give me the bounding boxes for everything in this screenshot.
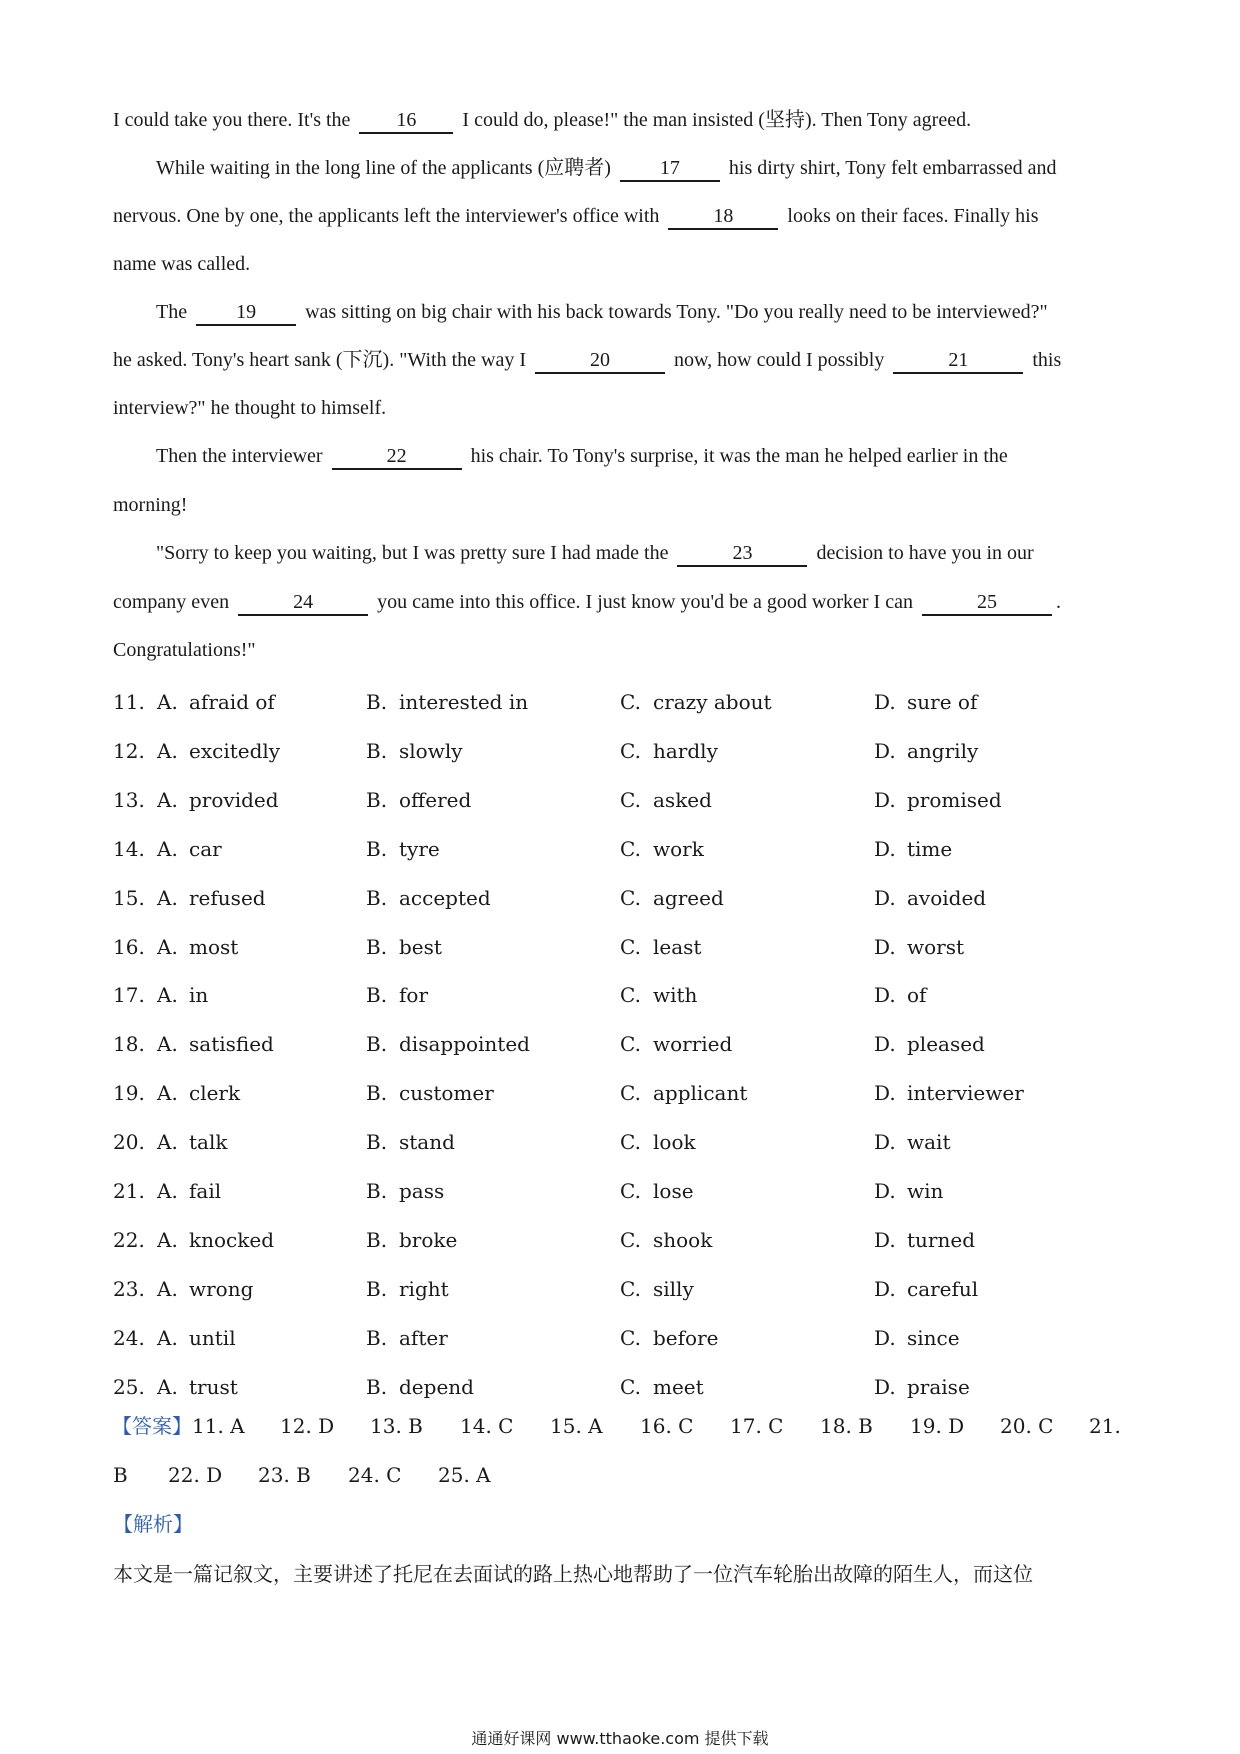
option-letter-b: B.: [366, 1228, 388, 1252]
option-c: least: [653, 935, 702, 959]
passage-line-3: [113, 201, 1133, 231]
option-c: look: [653, 1130, 696, 1154]
question-number: 13.: [113, 788, 145, 812]
option-letter-b: B.: [366, 690, 388, 714]
answer-item: 12. D: [280, 1414, 335, 1438]
option-d: pleased: [907, 1032, 985, 1056]
option-a: excitedly: [189, 739, 281, 763]
option-a: clerk: [189, 1081, 241, 1105]
answer-item: 20. C: [1000, 1414, 1054, 1438]
option-letter-b: B.: [366, 1326, 388, 1350]
option-letter-b: B.: [366, 837, 388, 861]
option-a: car: [189, 837, 222, 861]
answer-item: 22. D: [168, 1463, 223, 1487]
option-b: stand: [399, 1130, 455, 1154]
option-letter-b: B.: [366, 1081, 388, 1105]
option-b: customer: [399, 1081, 494, 1105]
option-letter-d: D.: [874, 1130, 896, 1154]
passage-text: nervous. One by one, the applicants left the interviewer's office with: [113, 205, 660, 227]
question-row: [0, 1225, 1240, 1255]
blank-22: 22: [332, 444, 462, 470]
option-letter-b: B.: [366, 1179, 388, 1203]
passage-text: looks on their faces. Finally his: [787, 205, 1039, 227]
analysis-text: 本文是一篇记叙文，主要讲述了托尼在去面试的路上热心地帮助了一位汽车轮胎出故障的陌生人，而这位: [113, 1562, 1033, 1586]
question-number: 16.: [113, 935, 145, 959]
option-d: worst: [907, 935, 965, 959]
option-b: offered: [399, 788, 472, 812]
question-number: 19.: [113, 1081, 145, 1105]
answer-item: 14. C: [460, 1414, 514, 1438]
option-b: pass: [399, 1179, 445, 1203]
option-letter-d: D.: [874, 935, 896, 959]
option-letter-d: D.: [874, 739, 896, 763]
option-a: talk: [189, 1130, 228, 1154]
option-letter-d: D.: [874, 1326, 896, 1350]
option-letter-d: D.: [874, 1179, 896, 1203]
option-letter-a: A.: [157, 1081, 178, 1105]
option-letter-b: B.: [366, 739, 388, 763]
question-row: [0, 1127, 1240, 1157]
passage-line-11: [113, 587, 1133, 617]
blank-24: 24: [238, 590, 368, 616]
passage-text: now, how could I possibly: [673, 349, 885, 371]
option-letter-d: D.: [874, 1375, 896, 1399]
option-letter-c: C.: [620, 1130, 641, 1154]
question-row: [0, 883, 1240, 913]
question-number: 14.: [113, 837, 145, 861]
option-a: provided: [189, 788, 279, 812]
option-letter-b: B.: [366, 935, 388, 959]
option-letter-c: C.: [620, 1228, 641, 1252]
option-c: with: [653, 983, 698, 1007]
passage-text: interview?" he thought to himself.: [113, 397, 387, 419]
question-number: 18.: [113, 1032, 145, 1056]
option-a: until: [189, 1326, 236, 1350]
option-a: most: [189, 935, 239, 959]
answer-item: 16. C: [640, 1414, 694, 1438]
option-a: knocked: [189, 1228, 274, 1252]
option-c: hardly: [653, 739, 718, 763]
option-letter-c: C.: [620, 983, 641, 1007]
passage-text: company even: [113, 591, 230, 613]
passage-text: .: [1055, 591, 1061, 613]
blank-21: 21: [893, 348, 1023, 374]
answer-item: 19. D: [910, 1414, 965, 1438]
option-c: meet: [653, 1375, 704, 1399]
option-d: avoided: [907, 886, 987, 910]
option-letter-c: C.: [620, 690, 641, 714]
blank-20: 20: [535, 348, 665, 374]
answer-item: 23. B: [258, 1463, 311, 1487]
passage-line-8: [156, 441, 1176, 471]
option-letter-d: D.: [874, 983, 896, 1007]
option-c: asked: [653, 788, 712, 812]
option-b: disappointed: [399, 1032, 530, 1056]
option-c: lose: [653, 1179, 694, 1203]
passage-line-12: [113, 635, 1133, 665]
option-d: interviewer: [907, 1081, 1024, 1105]
answer-item: 11. A: [192, 1414, 245, 1438]
question-number: 22.: [113, 1228, 145, 1252]
passage-text: his dirty shirt, Tony felt embarrassed and: [728, 157, 1057, 179]
option-d: careful: [907, 1277, 979, 1301]
option-b: broke: [399, 1228, 458, 1252]
option-b: right: [399, 1277, 449, 1301]
question-number: 25.: [113, 1375, 145, 1399]
option-letter-d: D.: [874, 1228, 896, 1252]
option-letter-a: A.: [157, 1179, 178, 1203]
passage-text: was sitting on big chair with his back towards Tony. "Do you really need to be interviewed?": [305, 301, 1048, 323]
option-letter-c: C.: [620, 1081, 641, 1105]
option-d: wait: [907, 1130, 951, 1154]
option-c: worried: [653, 1032, 733, 1056]
option-letter-c: C.: [620, 1179, 641, 1203]
passage-text: name was called.: [113, 253, 251, 275]
answer-item: 17. C: [730, 1414, 784, 1438]
option-b: slowly: [399, 739, 463, 763]
option-letter-c: C.: [620, 886, 641, 910]
passage-text: you came into this office. I just know you'd be a good worker I can: [377, 591, 913, 613]
option-letter-a: A.: [157, 1228, 178, 1252]
option-d: promised: [907, 788, 1002, 812]
blank-19: 19: [196, 300, 296, 326]
option-letter-b: B.: [366, 1375, 388, 1399]
option-letter-d: D.: [874, 1032, 896, 1056]
option-c: silly: [653, 1277, 694, 1301]
option-letter-a: A.: [157, 886, 178, 910]
blank-17: 17: [620, 156, 720, 182]
answer-item: 25. A: [438, 1463, 491, 1487]
question-row: [0, 1372, 1240, 1402]
option-c: before: [653, 1326, 719, 1350]
option-letter-b: B.: [366, 1032, 388, 1056]
question-row: [0, 785, 1240, 815]
question-number: 17.: [113, 983, 145, 1007]
option-a: in: [189, 983, 209, 1007]
question-row: [0, 980, 1240, 1010]
question-row: [0, 1176, 1240, 1206]
option-b: after: [399, 1326, 448, 1350]
option-letter-a: A.: [157, 1277, 178, 1301]
option-a: wrong: [189, 1277, 254, 1301]
passage-text: The: [156, 301, 188, 323]
passage-text: decision to have you in our: [816, 542, 1034, 564]
option-letter-c: C.: [620, 1326, 641, 1350]
option-letter-c: C.: [620, 1277, 641, 1301]
option-letter-c: C.: [620, 1375, 641, 1399]
question-row: [0, 834, 1240, 864]
answer-item: 15. A: [550, 1414, 603, 1438]
option-letter-a: A.: [157, 983, 178, 1007]
question-row: [0, 1078, 1240, 1108]
answer-row-2: [113, 1460, 1133, 1490]
question-row: [0, 1323, 1240, 1353]
passage-line-2: [156, 153, 1176, 183]
question-number: 12.: [113, 739, 145, 763]
option-a: refused: [189, 886, 266, 910]
option-d: time: [907, 837, 953, 861]
option-letter-d: D.: [874, 1081, 896, 1105]
option-letter-a: A.: [157, 837, 178, 861]
answer-item: B: [113, 1463, 128, 1487]
option-b: accepted: [399, 886, 491, 910]
option-letter-c: C.: [620, 739, 641, 763]
answer-item: 18. B: [820, 1414, 873, 1438]
option-a: afraid of: [189, 690, 275, 714]
option-a: satisfied: [189, 1032, 274, 1056]
option-letter-b: B.: [366, 1130, 388, 1154]
option-c: shook: [653, 1228, 713, 1252]
passage-text: Congratulations!": [113, 639, 256, 661]
passage-line-9: [113, 490, 1133, 520]
passage-text: "Sorry to keep you waiting, but I was pretty sure I had made the: [156, 542, 669, 564]
question-number: 21.: [113, 1179, 145, 1203]
option-letter-a: A.: [157, 788, 178, 812]
option-letter-d: D.: [874, 1277, 896, 1301]
option-letter-a: A.: [157, 1326, 178, 1350]
option-c: applicant: [653, 1081, 748, 1105]
question-number: 23.: [113, 1277, 145, 1301]
option-letter-a: A.: [157, 739, 178, 763]
question-number: 20.: [113, 1130, 145, 1154]
option-letter-a: A.: [157, 935, 178, 959]
option-d: since: [907, 1326, 960, 1350]
answer-item: 21.: [1089, 1414, 1121, 1438]
option-d: of: [907, 983, 927, 1007]
question-row: [0, 1274, 1240, 1304]
passage-text: this: [1032, 349, 1062, 371]
analysis-tag: 【解析】: [113, 1512, 193, 1536]
option-d: sure of: [907, 690, 978, 714]
option-c: agreed: [653, 886, 724, 910]
passage-text: morning!: [113, 494, 188, 516]
question-row: [0, 932, 1240, 962]
option-d: turned: [907, 1228, 975, 1252]
answer-row-1: [113, 1411, 1133, 1441]
blank-25: 25: [922, 590, 1052, 616]
passage-text: I could take you there. It's the: [113, 109, 351, 131]
blank-18: 18: [668, 204, 778, 230]
option-letter-a: A.: [157, 690, 178, 714]
blank-16: 16: [359, 108, 453, 134]
option-letter-c: C.: [620, 837, 641, 861]
passage-text: While waiting in the long line of the applicants (应聘者): [156, 157, 611, 179]
passage-line-10: [156, 538, 1176, 568]
option-letter-d: D.: [874, 690, 896, 714]
passage-text: his chair. To Tony's surprise, it was the man he helped earlier in the: [470, 445, 1008, 467]
passage-line-1: [113, 105, 1133, 135]
answer-tag: 【答案】: [112, 1414, 192, 1438]
option-letter-b: B.: [366, 1277, 388, 1301]
answer-item: 24. C: [348, 1463, 402, 1487]
passage-line-4: [113, 249, 1133, 279]
option-b: for: [399, 983, 429, 1007]
question-number: 24.: [113, 1326, 145, 1350]
option-letter-b: B.: [366, 788, 388, 812]
option-c: work: [653, 837, 704, 861]
question-row: [0, 1029, 1240, 1059]
passage-text: I could do, please!" the man insisted (坚持). Then Tony agreed.: [462, 109, 972, 131]
question-number: 15.: [113, 886, 145, 910]
passage-line-6: [113, 345, 1133, 375]
option-letter-d: D.: [874, 837, 896, 861]
option-letter-b: B.: [366, 983, 388, 1007]
passage-text: Then the interviewer: [156, 445, 323, 467]
option-b: tyre: [399, 837, 440, 861]
option-letter-a: A.: [157, 1375, 178, 1399]
option-a: trust: [189, 1375, 238, 1399]
option-letter-c: C.: [620, 935, 641, 959]
option-b: depend: [399, 1375, 474, 1399]
question-row: [0, 687, 1240, 717]
blank-23: 23: [677, 541, 807, 567]
passage-text: he asked. Tony's heart sank (下沉). "With the way I: [113, 349, 526, 371]
question-number: 11.: [113, 690, 145, 714]
option-letter-d: D.: [874, 788, 896, 812]
answer-item: 13. B: [370, 1414, 423, 1438]
option-letter-c: C.: [620, 788, 641, 812]
passage-line-7: [113, 393, 1133, 423]
option-b: best: [399, 935, 442, 959]
option-letter-a: A.: [157, 1130, 178, 1154]
question-row: [0, 736, 1240, 766]
option-a: fail: [189, 1179, 222, 1203]
passage-line-5: [156, 297, 1176, 327]
option-b: interested in: [399, 690, 529, 714]
footer-watermark: 通通好课网 www.tthaoke.com 提供下载: [471, 1729, 769, 1748]
option-c: crazy about: [653, 690, 772, 714]
option-d: angrily: [907, 739, 979, 763]
option-letter-b: B.: [366, 886, 388, 910]
option-letter-a: A.: [157, 1032, 178, 1056]
option-d: win: [907, 1179, 944, 1203]
option-letter-c: C.: [620, 1032, 641, 1056]
option-letter-d: D.: [874, 886, 896, 910]
option-d: praise: [907, 1375, 970, 1399]
